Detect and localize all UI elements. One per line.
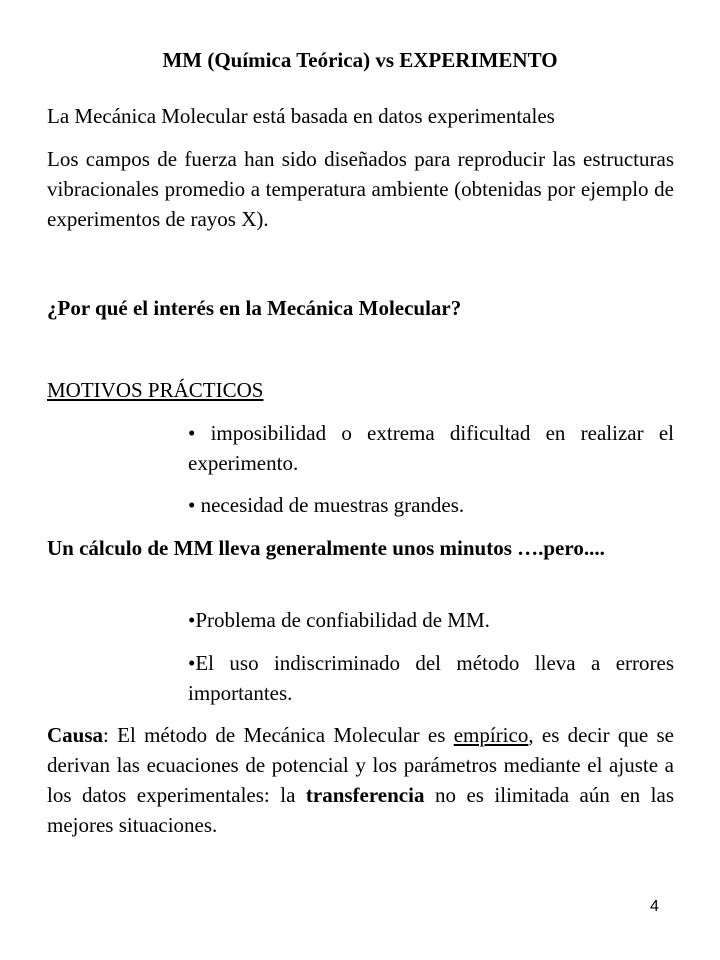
calc-time-statement: Un cálculo de MM lleva generalmente unos minutos ….pero.... <box>47 536 605 560</box>
cause-text-3: no es ilimitada aún en las mejores situaciones. <box>47 783 674 837</box>
intro-line: La Mecánica Molecular está basada en datos experimentales <box>47 104 555 128</box>
question-heading: ¿Por qué el interés en la Mecánica Molecular? <box>47 296 462 320</box>
problem-item-reliability: •Problema de confiabilidad de MM. <box>188 608 490 632</box>
cause-text-1: : El método de Mecánica Molecular es <box>103 723 454 747</box>
page-number: 4 <box>650 898 659 915</box>
force-fields-paragraph: Los campos de fuerza han sido diseñados para reproducir las estructuras vibracionales promedio a temperatura ambiente (obtenidas por ejemplo de experimentos de rayos X). <box>47 147 674 231</box>
problem-item-indiscriminate-use: •El uso indiscriminado del método lleva a errores importantes. <box>188 651 674 705</box>
transfer-word: transferencia <box>305 783 425 807</box>
cause-text-2: , es decir que se derivan las ecuaciones de potencial y los parámetros mediante el ajuste a los datos experimentales: la <box>47 723 674 807</box>
motive-item-large-samples: • necesidad de muestras grandes. <box>188 493 465 517</box>
page-title: MM (Química Teórica) vs EXPERIMENTO <box>162 48 558 72</box>
motive-item-impossibility: • imposibilidad o extrema dificultad en realizar el experimento. <box>188 421 674 475</box>
motives-heading: MOTIVOS PRÁCTICOS <box>47 378 264 402</box>
cause-paragraph <box>47 720 674 840</box>
empirical-word: empírico <box>453 723 529 747</box>
cause-label: Causa <box>47 723 104 747</box>
